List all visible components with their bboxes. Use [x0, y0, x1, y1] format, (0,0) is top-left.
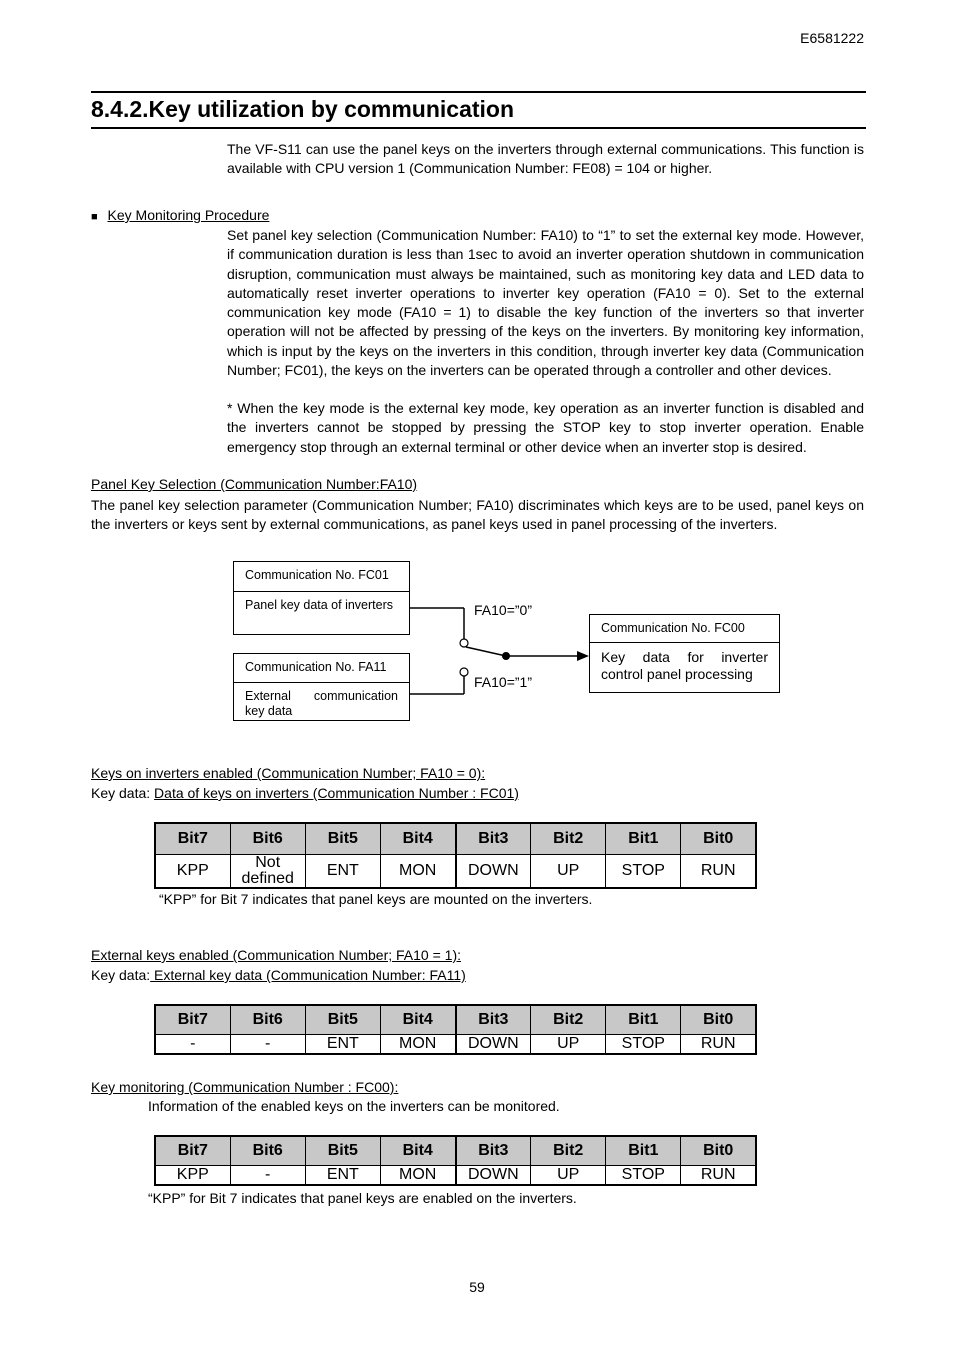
- table-fc01: [154, 822, 757, 889]
- cell: MON: [380, 1165, 455, 1185]
- intro-paragraph: The VF-S11 can use the panel keys on the inverters through external communications. This function is available with CPU version 1 (Communication Number: FE08) = 104 or higher.: [227, 141, 864, 177]
- cell: RUN: [681, 1034, 756, 1054]
- header-cell: Bit0: [681, 823, 756, 854]
- page-title: 8.4.2.Key utilization by communication: [91, 96, 515, 122]
- cell: RUN: [681, 854, 756, 888]
- cell: -: [155, 1034, 230, 1054]
- header-cell: Bit3: [456, 1136, 531, 1165]
- panel-key-heading: Panel Key Selection (Communication Number:FA10): [91, 476, 418, 492]
- arrow-icon: [577, 651, 589, 661]
- procedure-body: Set panel key selection (Communication Number: FA10) to “1” to set the external key mode. However, if communication duration is less than 1sec to avoid an inverter operation shutdown in communication disruption, communication must always be maintained, such as monitoring key data and LED data to automatically reset inverter operations to inverter key operation (FA10 = 0). Set to the external communication key mode (FA10 = 1) to disable the key function of the inverters so that inverter operation will not be affected by pressing of the keys on the inverters. By monitoring key information, which is input by the keys on the inverters in this condition, through inverter key data (Communication Number; FC01), the keys on the inverters can be operated through a controller and other devices.: [227, 227, 864, 379]
- table-row: [155, 854, 756, 888]
- header-cell: Bit7: [155, 1005, 230, 1034]
- fc00-heading: Key monitoring (Communication Number : FC00):: [91, 1079, 399, 1095]
- box-fc00-body: Key data for inverter control panel processing: [601, 649, 768, 682]
- header-cell: Bit6: [230, 1136, 305, 1165]
- switch-arm: [466, 647, 506, 656]
- cell: -: [230, 1165, 305, 1185]
- header-cell: Bit7: [155, 823, 230, 854]
- label-fa10-0: FA10=”0”: [474, 602, 532, 618]
- cell: DOWN: [456, 1165, 531, 1185]
- box-fc01-body: Panel key data of inverters: [245, 598, 393, 612]
- table-fa11: [154, 1004, 757, 1055]
- cell: RUN: [681, 1165, 756, 1185]
- header-cell: Bit6: [230, 823, 305, 854]
- panel-key-body: The panel key selection parameter (Communication Number; FA10) discriminates which keys are to be used, panel keys on the inverters or keys sent by external communications, as panel keys used in panel processing of the inverters.: [91, 497, 864, 533]
- header-cell: Bit1: [606, 1005, 681, 1034]
- header-cell: Bit4: [380, 1005, 455, 1034]
- header-cell: Bit5: [305, 1005, 380, 1034]
- cell: KPP: [155, 1165, 230, 1185]
- header-cell: Bit3: [456, 823, 531, 854]
- cell: ENT: [305, 1034, 380, 1054]
- procedure-heading-text: Key Monitoring Procedure: [107, 207, 270, 223]
- cell: -: [230, 1034, 305, 1054]
- cell: KPP: [155, 854, 230, 888]
- cell: STOP: [606, 1034, 681, 1054]
- fc01-keydata-text: Data of keys on inverters (Communication Number : FC01): [154, 785, 519, 801]
- header-cell: Bit2: [531, 1136, 606, 1165]
- fc00-note: “KPP” for Bit 7 indicates that panel keys are enabled on the inverters.: [148, 1190, 577, 1206]
- procedure-note: * When the key mode is the external key mode, key operation as an inverter function is disabled and the inverters cannot be stopped by pressing the STOP key to stop inverter operation. Enable emergency stop through an external terminal or other device when an inverter stop is desired.: [227, 400, 864, 455]
- cell: ENT: [305, 1165, 380, 1185]
- cell: MON: [380, 854, 455, 888]
- header-cell: Bit2: [531, 823, 606, 854]
- box-fa11-body: External communication key data: [245, 689, 398, 718]
- header-cell: Bit1: [606, 823, 681, 854]
- fc00-desc: Information of the enabled keys on the inverters can be monitored.: [148, 1098, 560, 1114]
- table-row: [155, 1165, 756, 1185]
- contact-0-icon: [460, 639, 468, 647]
- box-fc00-header: Communication No. FC00: [590, 615, 779, 643]
- header-cell: Bit1: [606, 1136, 681, 1165]
- cell: UP: [531, 1034, 606, 1054]
- cell: MON: [380, 1034, 455, 1054]
- box-fc01-header: Communication No. FC01: [234, 562, 409, 592]
- header-cell: Bit7: [155, 1136, 230, 1165]
- cell: Not defined: [230, 854, 305, 888]
- contact-1-icon: [460, 668, 468, 676]
- table-row: [155, 1034, 756, 1054]
- cell: UP: [531, 1165, 606, 1185]
- cell: STOP: [606, 1165, 681, 1185]
- header-cell: Bit5: [305, 1136, 380, 1165]
- fa11-heading: External keys enabled (Communication Number; FA10 = 1):: [91, 947, 462, 963]
- fc01-heading: Keys on inverters enabled (Communication Number; FA10 = 0):: [91, 765, 486, 781]
- fc01-keydata: [91, 785, 519, 801]
- fa11-keydata-text: External key data (Communication Number: FA11): [150, 967, 466, 983]
- fc01-note: “KPP” for Bit 7 indicates that panel keys are mounted on the inverters.: [159, 891, 593, 907]
- table-fc00: [154, 1135, 757, 1186]
- header-cell: Bit5: [305, 823, 380, 854]
- header-cell: Bit0: [681, 1005, 756, 1034]
- cell: DOWN: [456, 1034, 531, 1054]
- cell: ENT: [305, 854, 380, 888]
- cell: UP: [531, 854, 606, 888]
- header-cell: Bit4: [380, 823, 455, 854]
- fa11-keydata-prefix: Key data:: [91, 967, 151, 983]
- cell: STOP: [606, 854, 681, 888]
- table-header-row: [155, 1005, 756, 1034]
- bullet-icon: ■: [91, 211, 98, 223]
- header-cell: Bit3: [456, 1005, 531, 1034]
- header-cell: Bit2: [531, 1005, 606, 1034]
- box-fa11-header: Communication No. FA11: [234, 654, 409, 683]
- header-cell: Bit4: [380, 1136, 455, 1165]
- header-cell: Bit0: [681, 1136, 756, 1165]
- fa11-keydata: [91, 967, 466, 983]
- page-number: 59: [469, 1279, 485, 1295]
- label-fa10-1: FA10=”1”: [474, 674, 532, 690]
- cell: DOWN: [456, 854, 531, 888]
- table-header-row: [155, 823, 756, 854]
- document-id: E6581222: [800, 30, 864, 46]
- table-header-row: [155, 1136, 756, 1165]
- header-cell: Bit6: [230, 1005, 305, 1034]
- fc01-keydata-prefix: Key data:: [91, 785, 155, 801]
